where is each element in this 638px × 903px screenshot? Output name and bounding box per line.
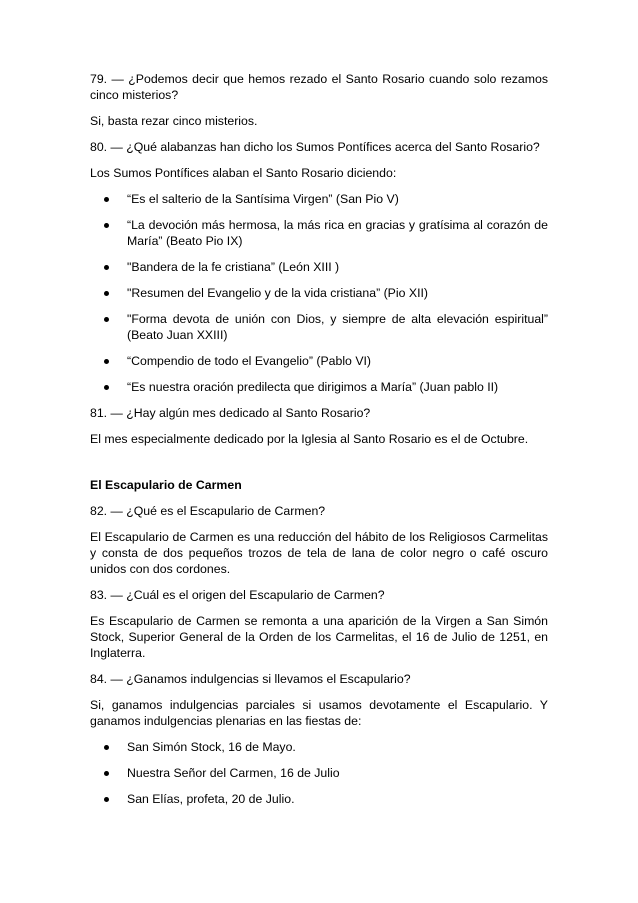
question-79: 79. — ¿Podemos decir que hemos rezado el Santo Rosario cuando solo rezamos cinco misterios?: [90, 72, 548, 102]
bullet-icon: [104, 359, 109, 364]
list-item: "Bandera de la fe cristiana” (León XIII ): [90, 259, 548, 275]
list-item: “La devoción más hermosa, la más rica en gracias y gratísima al corazón de María” (Beato Pio IX): [90, 217, 548, 249]
list-item: “Compendio de todo el Evangelio” (Pablo VI): [90, 353, 548, 369]
question-80: 80. — ¿Qué alabanzas han dicho los Sumos Pontífices acerca del Santo Rosario?: [90, 140, 540, 154]
question-82: 82. — ¿Qué es el Escapulario de Carmen?: [90, 504, 326, 518]
list-item: "Forma devota de unión con Dios, y siempre de alta elevación espiritual” (Beato Juan XXIII): [90, 311, 548, 343]
bullet-icon: [104, 771, 109, 776]
bullet-icon: [104, 223, 109, 228]
section-heading: El Escapulario de Carmen: [90, 478, 242, 492]
question-84: 84. — ¿Ganamos indulgencias si llevamos el Escapulario?: [90, 672, 411, 686]
bullet-icon: [104, 317, 109, 322]
list-item: “Es el salterio de la Santísima Virgen” (San Pio V): [90, 191, 548, 207]
list-item: "Resumen del Evangelio y de la vida cristiana” (Pio XII): [90, 285, 548, 301]
bullet-icon: [104, 291, 109, 296]
feasts-list: [90, 739, 548, 807]
question-81: 81. — ¿Hay algún mes dedicado al Santo Rosario?: [90, 406, 371, 420]
page-content: [90, 71, 548, 817]
list-item: San Elías, profeta, 20 de Julio.: [90, 791, 548, 807]
answer-81: El mes especialmente dedicado por la Iglesia al Santo Rosario es el de Octubre.: [90, 432, 529, 446]
answer-79: Si, basta rezar cinco misterios.: [90, 114, 258, 128]
list-item: “Es nuestra oración predilecta que dirigimos a María” (Juan pablo II): [90, 379, 548, 395]
list-item: San Simón Stock, 16 de Mayo.: [90, 739, 548, 755]
list-item: Nuestra Señor del Carmen, 16 de Julio: [90, 765, 548, 781]
question-83: 83. — ¿Cuál es el origen del Escapulario de Carmen?: [90, 588, 385, 602]
answer-80: Los Sumos Pontífices alaban el Santo Rosario diciendo:: [90, 166, 397, 180]
answer-82: El Escapulario de Carmen es una reducción del hábito de los Religiosos Carmelitas y consta de dos pequeños trozos de tela de lana de color negro o café oscuro unidos con dos cordones.: [90, 530, 548, 576]
answer-83: Es Escapulario de Carmen se remonta a una aparición de la Virgen a San Simón Stock, Superior General de la Orden de los Carmelitas, el 16 de Julio de 1251, en Inglaterra.: [90, 614, 548, 660]
bullet-icon: [104, 797, 109, 802]
praises-list: [90, 191, 548, 395]
answer-84: Si, ganamos indulgencias parciales si usamos devotamente el Escapulario. Y ganamos indulgencias plenarias en las fiestas de:: [90, 698, 548, 728]
bullet-icon: [104, 745, 109, 750]
bullet-icon: [104, 385, 109, 390]
bullet-icon: [104, 197, 109, 202]
bullet-icon: [104, 265, 109, 270]
